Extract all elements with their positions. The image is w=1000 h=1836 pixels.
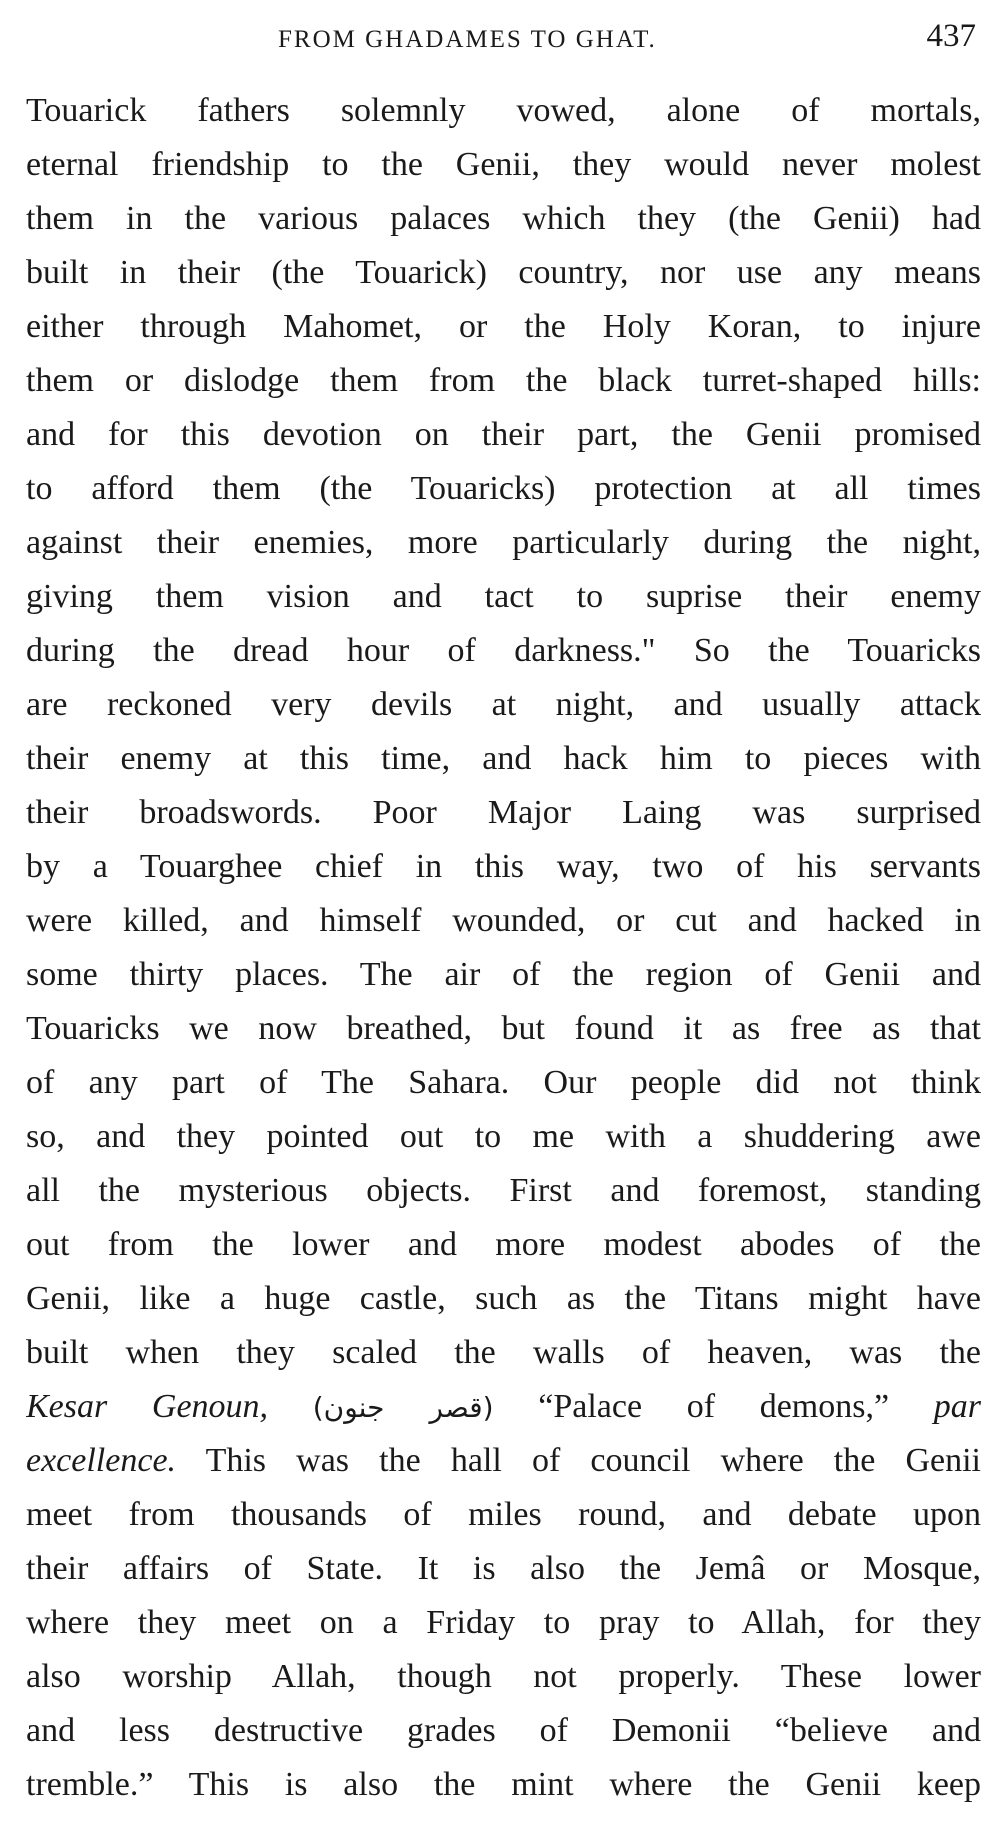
text-line: them or dislodge them from the black turret-shaped hills: — [26, 362, 981, 399]
text-line: Touaricks we now breathed, but found it as free as that — [26, 1010, 981, 1047]
text-line: out from the lower and more modest abodes of the — [26, 1226, 981, 1263]
page-number: 437 — [926, 18, 976, 54]
text-line: during the dread hour of darkness." So the Touaricks — [26, 632, 981, 669]
text-span: This was the hall of council where the Genii — [205, 1442, 981, 1479]
italic-term: par — [933, 1388, 981, 1425]
text-line: and for this devotion on their part, the Genii promised — [26, 416, 981, 453]
text-line: and less destructive grades of Demonii “believe and — [26, 1712, 981, 1749]
text-line: Touarick fathers solemnly vowed, alone of mortals, — [26, 92, 981, 129]
text-line: to afford them (the Touaricks) protection at all times — [26, 470, 981, 507]
text-line: Genii, like a huge castle, such as the Titans might have — [26, 1280, 981, 1317]
text-line: tremble.” This is also the mint where the Genii keep — [26, 1766, 981, 1803]
arabic-term: (قصر جنون) — [312, 1391, 494, 1424]
text-line: their broadswords. Poor Major Laing was surprised — [26, 794, 981, 831]
body-text — [26, 84, 981, 1812]
text-line-excellence — [26, 1434, 981, 1488]
text-line: eternal friendship to the Genii, they would never molest — [26, 146, 981, 183]
text-line: either through Mahomet, or the Holy Koran, to injure — [26, 308, 981, 345]
text-line: built when they scaled the walls of heaven, was the — [26, 1334, 981, 1371]
running-header — [0, 14, 1000, 74]
italic-term: excellence. — [26, 1442, 177, 1479]
text-line: their enemy at this time, and hack him to pieces with — [26, 740, 981, 777]
text-line: so, and they pointed out to me with a shuddering awe — [26, 1118, 981, 1155]
text-line: them in the various palaces which they (the Genii) had — [26, 200, 981, 237]
text-line: of any part of The Sahara. Our people did not think — [26, 1064, 981, 1101]
text-line: all the mysterious objects. First and foremost, standing — [26, 1172, 981, 1209]
text-line: against their enemies, more particularly during the night, — [26, 524, 981, 561]
running-title: FROM GHADAMES TO GHAT. — [278, 26, 657, 53]
text-line: also worship Allah, though not properly. These lower — [26, 1658, 981, 1695]
text-line: their affairs of State. It is also the Jemâ or Mosque, — [26, 1550, 981, 1587]
italic-term: Kesar Genoun, — [26, 1388, 269, 1425]
text-line: meet from thousands of miles round, and debate upon — [26, 1496, 981, 1533]
text-line: by a Touarghee chief in this way, two of his servants — [26, 848, 981, 885]
quoted-translation: “Palace of demons,” — [538, 1388, 890, 1425]
text-line: are reckoned very devils at night, and usually attack — [26, 686, 981, 723]
text-line-kesar-genoun — [26, 1380, 981, 1434]
text-line: giving them vision and tact to suprise their enemy — [26, 578, 981, 615]
text-line: built in their (the Touarick) country, nor use any means — [26, 254, 981, 291]
text-line: were killed, and himself wounded, or cut and hacked in — [26, 902, 981, 939]
text-line: where they meet on a Friday to pray to Allah, for they — [26, 1604, 981, 1641]
text-line: some thirty places. The air of the region of Genii and — [26, 956, 981, 993]
